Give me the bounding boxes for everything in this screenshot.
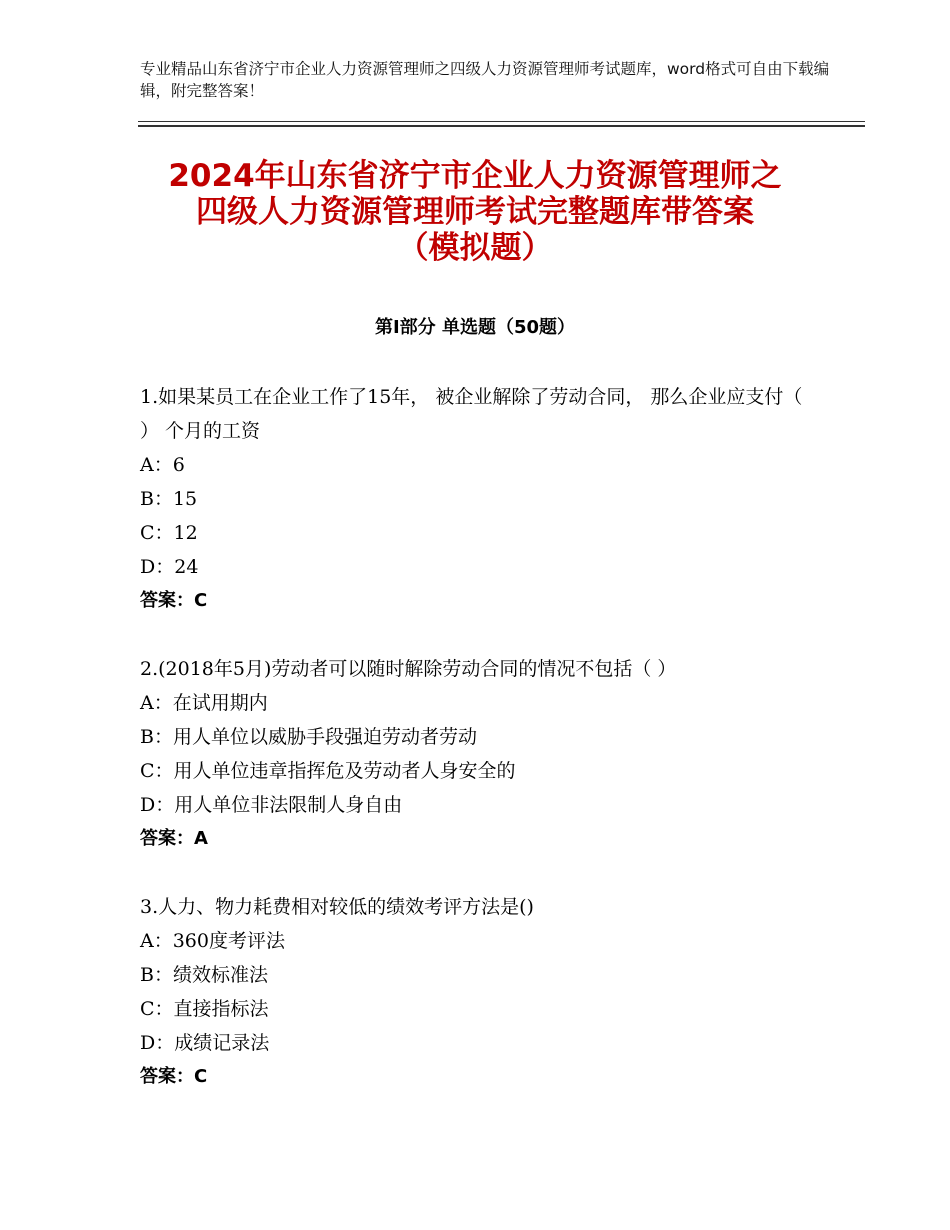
header-rule-thick	[138, 125, 865, 127]
title-line-2: 四级人力资源管理师考试完整题库带答案	[196, 194, 754, 230]
section-heading: 第Ⅰ部分 单选题（50题）	[374, 317, 575, 338]
option-b: B：用人单位以威胁手段强迫劳动者劳动	[140, 726, 477, 748]
option-d: D：成绩记录法	[140, 1032, 270, 1054]
answer: 答案：C	[140, 1066, 208, 1087]
answer: 答案：A	[140, 828, 208, 849]
option-b: B：15	[140, 488, 198, 510]
question-2	[140, 652, 820, 856]
option-d: D：用人单位非法限制人身自由	[140, 794, 403, 816]
question-stem: 1.如果某员工在企业工作了15年， 被企业解除了劳动合同， 那么企业应支付（ ） 个月的工资	[140, 386, 803, 442]
document-title	[110, 158, 840, 266]
option-c: C：用人单位违章指挥危及劳动者人身安全的	[140, 760, 516, 782]
option-c: C：直接指标法	[140, 998, 269, 1020]
header-rule-thin	[138, 121, 865, 122]
title-line-1: 2024年山东省济宁市企业人力资源管理师之	[168, 158, 782, 194]
header-note: 专业精品山东省济宁市企业人力资源管理师之四级人力资源管理师考试题库，word格式可自由下载编辑，附完整答案！	[140, 60, 830, 100]
option-c: C：12	[140, 522, 198, 544]
question-stem: 2.(2018年5月)劳动者可以随时解除劳动合同的情况不包括（ ）	[140, 658, 677, 680]
option-a: A：360度考评法	[140, 930, 285, 952]
option-b: B：绩效标准法	[140, 964, 268, 986]
answer: 答案：C	[140, 590, 208, 611]
title-line-3: （模拟题）	[397, 230, 553, 266]
option-a: A：在试用期内	[140, 692, 268, 714]
question-3	[140, 890, 820, 1094]
question-stem: 3.人力、物力耗费相对较低的绩效考评方法是()	[140, 896, 534, 918]
question-1	[140, 380, 820, 618]
option-a: A：6	[140, 454, 185, 476]
option-d: D：24	[140, 556, 199, 578]
